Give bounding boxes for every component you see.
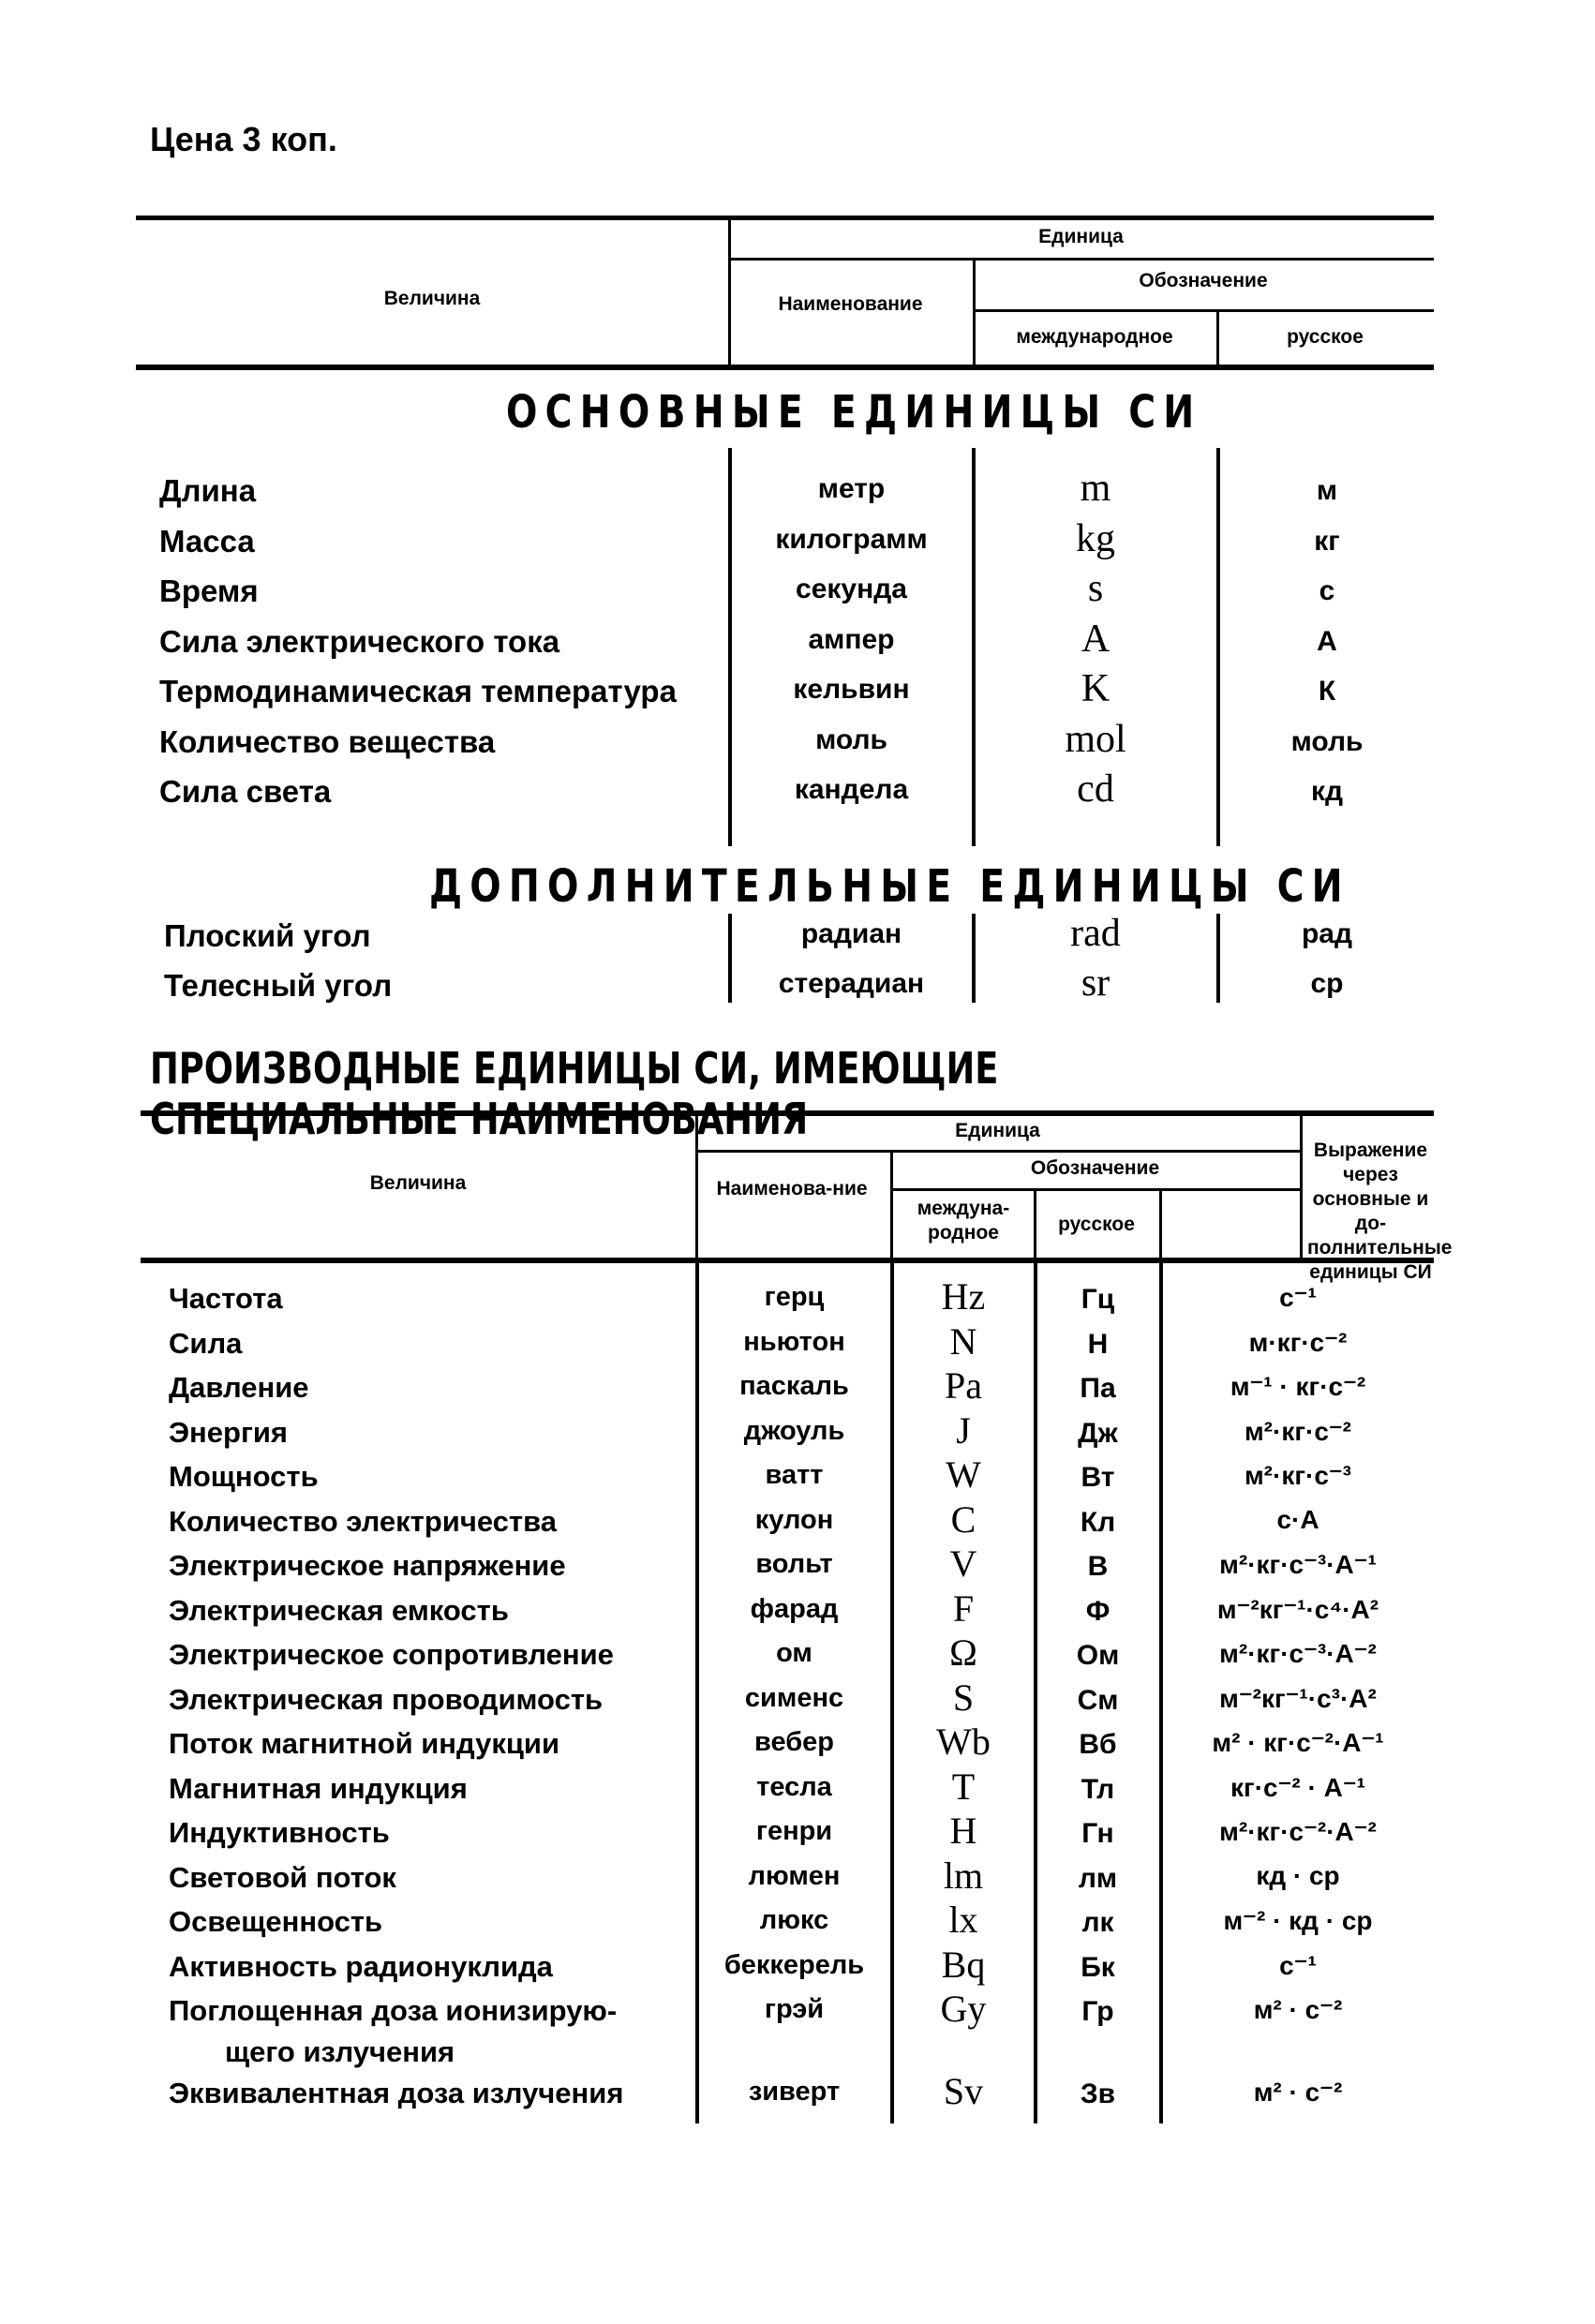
unit-name-cell: герц — [764, 1282, 825, 1312]
quantity-cell: Энергия — [169, 1415, 289, 1449]
header2-russian: русское — [1058, 1214, 1135, 1235]
unit-name-cell: генри — [755, 1816, 833, 1846]
rus-symbol-cell: Вб — [1079, 1729, 1117, 1760]
intl-symbol-cell: Sv — [943, 2069, 984, 2112]
expression-cell: с·А — [1276, 1504, 1319, 1534]
intl-symbol-cell: sr — [1081, 961, 1111, 1005]
quantity-cell: Количество электричества — [169, 1504, 557, 1538]
expression-cell: м·кг·с⁻² — [1248, 1327, 1348, 1357]
intl-symbol-cell: lm — [943, 1854, 984, 1897]
unit-name-cell: кулон — [754, 1504, 834, 1535]
quantity-cell: Магнитная индукция — [169, 1771, 468, 1805]
rus-symbol-cell: А — [1317, 625, 1337, 657]
quantity-cell-continued: щего излучения — [225, 2035, 455, 2068]
rus-symbol-cell: В — [1087, 1551, 1109, 1582]
header2-quantity: Величина — [369, 1172, 467, 1194]
expression-cell: м² · с⁻² — [1253, 1995, 1343, 2024]
unit-name-cell: грэй — [764, 1994, 825, 2024]
rus-symbol-cell: К — [1318, 676, 1336, 707]
expression-cell: м⁻²кг⁻¹·с⁴·А² — [1216, 1594, 1379, 1624]
quantity-cell: Время — [159, 574, 259, 608]
intl-symbol-cell: cd — [1077, 767, 1114, 811]
header2-international: междуна-родное — [917, 1198, 1010, 1244]
quantity-cell: Сила электрического тока — [159, 623, 560, 659]
unit-name-cell: тесла — [756, 1771, 832, 1802]
intl-symbol-cell: lx — [948, 1899, 978, 1941]
quantity-cell: Длина — [159, 473, 257, 508]
intl-symbol-cell: Pa — [945, 1364, 982, 1407]
quantity-cell: Сила — [169, 1326, 243, 1360]
expression-cell: м²·кг·с⁻³·А⁻² — [1219, 1639, 1377, 1668]
intl-symbol-cell: J — [956, 1408, 971, 1452]
unit-name-cell: моль — [815, 723, 887, 755]
expression-cell: кг·с⁻² · А⁻¹ — [1230, 1772, 1365, 1802]
header2-unit: Единица — [955, 1120, 1040, 1141]
unit-name-cell: ватт — [765, 1460, 824, 1490]
unit-name-cell: ампер — [808, 623, 895, 655]
rus-symbol-cell: См — [1077, 1684, 1119, 1716]
header-quantity: Величина — [383, 288, 481, 309]
rus-symbol-cell: Па — [1080, 1373, 1116, 1404]
rus-symbol-cell: кг — [1314, 525, 1340, 557]
expression-cell: кд · ср — [1256, 1860, 1340, 1890]
quantity-cell: Освещенность — [169, 1905, 383, 1938]
rus-symbol-cell: Вт — [1081, 1462, 1115, 1493]
quantity-cell: Электрическое напряжение — [169, 1549, 566, 1582]
quantity-cell: Электрическая проводимость — [169, 1682, 604, 1716]
intl-symbol-cell: m — [1080, 467, 1111, 510]
intl-symbol-cell: s — [1087, 567, 1104, 610]
intl-symbol-cell: kg — [1076, 516, 1115, 560]
base-units-title: ОСНОВНЫЕ ЕДИНИЦЫ СИ — [506, 386, 1202, 439]
expression-cell: м⁻²кг⁻¹·с³·А² — [1219, 1683, 1377, 1713]
unit-name-cell: кельвин — [793, 674, 910, 705]
quantity-cell: Электрическая емкость — [169, 1593, 509, 1627]
intl-symbol-cell: rad — [1070, 912, 1121, 955]
expression-cell: м² · кг·с⁻²·А⁻¹ — [1212, 1728, 1384, 1757]
unit-name-cell: килограмм — [775, 523, 928, 555]
unit-name-cell: секунда — [796, 574, 907, 604]
rus-symbol-cell: моль — [1290, 725, 1364, 757]
quantity-cell: Мощность — [169, 1460, 319, 1493]
quantity-cell: Электрическое сопротивление — [169, 1638, 614, 1671]
intl-symbol-cell: Bq — [941, 1943, 986, 1986]
derived-units-title: ПРОИЗВОДНЫЕ ЕДИНИЦЫ СИ, ИМЕЮЩИЕ СПЕЦИАЛЬНЫЕ НАИМЕНОВАНИЯ — [150, 1043, 999, 1144]
unit-name-cell: люкс — [759, 1905, 829, 1935]
intl-symbol-cell: Wb — [936, 1721, 991, 1763]
quantity-cell: Поглощенная доза ионизирую- — [169, 1994, 618, 2027]
quantity-cell: Эквивалентная доза излучения — [169, 2076, 624, 2109]
derived-units-header — [141, 1110, 1453, 1283]
unit-name-cell: кандела — [794, 774, 909, 805]
rus-symbol-cell: ср — [1310, 968, 1344, 999]
quantity-cell: Телесный угол — [164, 968, 393, 1003]
header2-name: Наименова-ние — [716, 1178, 868, 1199]
intl-symbol-cell: H — [949, 1810, 977, 1852]
unit-name-cell: радиан — [800, 918, 902, 949]
intl-symbol-cell: Gy — [940, 1988, 987, 2030]
header-russian: русское — [1287, 326, 1364, 348]
base-units-header — [136, 216, 1434, 370]
header2-expression: Выражение через основные и до-полнительные единицы СИ — [1307, 1140, 1453, 1283]
intl-symbol-cell: S — [952, 1676, 975, 1719]
expression-cell: м⁻¹ · кг·с⁻² — [1230, 1372, 1366, 1401]
supplementary-units-title: ДОПОЛНИТЕЛЬНЫЕ ЕДИНИЦЫ СИ — [429, 860, 1350, 913]
quantity-cell: Масса — [159, 523, 255, 559]
rus-symbol-cell: Ом — [1076, 1640, 1120, 1671]
rus-symbol-cell: Гн — [1081, 1818, 1114, 1849]
quantity-cell: Сила света — [159, 774, 332, 809]
intl-symbol-cell: Hz — [941, 1275, 986, 1318]
rus-symbol-cell: м — [1316, 475, 1338, 506]
unit-name-cell: фарад — [750, 1593, 839, 1624]
rus-symbol-cell: Кл — [1080, 1506, 1116, 1538]
rus-symbol-cell: Гр — [1081, 1996, 1114, 2027]
quantity-cell: Плоский угол — [164, 918, 371, 953]
unit-name-cell: зиверт — [748, 2076, 841, 2107]
rus-symbol-cell: кд — [1310, 776, 1344, 807]
intl-symbol-cell: T — [951, 1765, 976, 1808]
intl-symbol-cell: N — [949, 1319, 977, 1363]
expression-cell: м²·кг·с⁻²·А⁻² — [1219, 1817, 1377, 1846]
expression-cell: м⁻² · кд · ср — [1223, 1906, 1373, 1935]
rus-symbol-cell: Дж — [1078, 1417, 1118, 1449]
intl-symbol-cell: A — [1081, 617, 1111, 661]
unit-name-cell: беккерель — [723, 1949, 865, 1980]
header-unit: Единица — [1038, 226, 1124, 247]
unit-name-cell: сименс — [744, 1682, 844, 1713]
rus-symbol-cell: рад — [1301, 918, 1353, 949]
header-designation: Обозначение — [1139, 270, 1268, 291]
quantity-cell: Давление — [169, 1371, 309, 1404]
expression-cell: м²·кг·с⁻³ — [1244, 1461, 1352, 1490]
intl-symbol-cell: C — [950, 1497, 976, 1541]
header-international: международное — [1016, 326, 1173, 348]
rus-symbol-cell: Гц — [1081, 1284, 1115, 1315]
rus-symbol-cell: Н — [1087, 1328, 1109, 1360]
expression-cell: м²·кг·с⁻³·А⁻¹ — [1219, 1550, 1377, 1579]
rus-symbol-cell: Зв — [1080, 2078, 1116, 2109]
header-name: Наименование — [778, 293, 923, 315]
intl-symbol-cell: V — [949, 1542, 977, 1585]
quantity-cell: Активность радионуклида — [169, 1949, 553, 1983]
unit-name-cell: ньютон — [743, 1326, 845, 1357]
intl-symbol-cell: F — [952, 1587, 975, 1630]
rus-symbol-cell: Тл — [1081, 1773, 1115, 1805]
rus-symbol-cell: с — [1319, 575, 1335, 606]
quantity-cell: Частота — [169, 1282, 283, 1315]
quantity-cell: Световой поток — [169, 1860, 396, 1894]
unit-name-cell: вебер — [754, 1727, 834, 1757]
rus-symbol-cell: Бк — [1081, 1951, 1115, 1983]
quantity-cell: Количество вещества — [159, 723, 496, 759]
unit-name-cell: стерадиан — [778, 968, 925, 999]
expression-cell: с⁻¹ — [1279, 1283, 1317, 1312]
expression-cell: м² · с⁻² — [1253, 2077, 1343, 2107]
unit-name-cell: ом — [776, 1638, 812, 1668]
rus-symbol-cell: лк — [1081, 1907, 1114, 1938]
unit-name-cell: паскаль — [739, 1371, 849, 1401]
unit-name-cell: вольт — [755, 1549, 833, 1579]
unit-name-cell: люмен — [748, 1860, 841, 1891]
expression-cell: м²·кг·с⁻² — [1244, 1416, 1352, 1446]
quantity-cell: Термодинамическая температура — [159, 674, 677, 708]
rus-symbol-cell: лм — [1078, 1862, 1118, 1894]
price-label: Цена 3 коп. — [150, 120, 337, 158]
intl-symbol-cell: W — [946, 1453, 981, 1496]
intl-symbol-cell: Ω — [949, 1631, 977, 1674]
unit-name-cell: джоуль — [743, 1415, 845, 1446]
expression-cell: с⁻¹ — [1279, 1950, 1317, 1980]
quantity-cell: Индуктивность — [169, 1816, 390, 1849]
intl-symbol-cell: mol — [1065, 717, 1126, 761]
quantity-cell: Поток магнитной индукции — [169, 1727, 560, 1760]
header2-designation: Обозначение — [1030, 1157, 1160, 1179]
unit-name-cell: метр — [817, 473, 886, 504]
rus-symbol-cell: Ф — [1085, 1595, 1111, 1627]
intl-symbol-cell: K — [1081, 667, 1111, 710]
